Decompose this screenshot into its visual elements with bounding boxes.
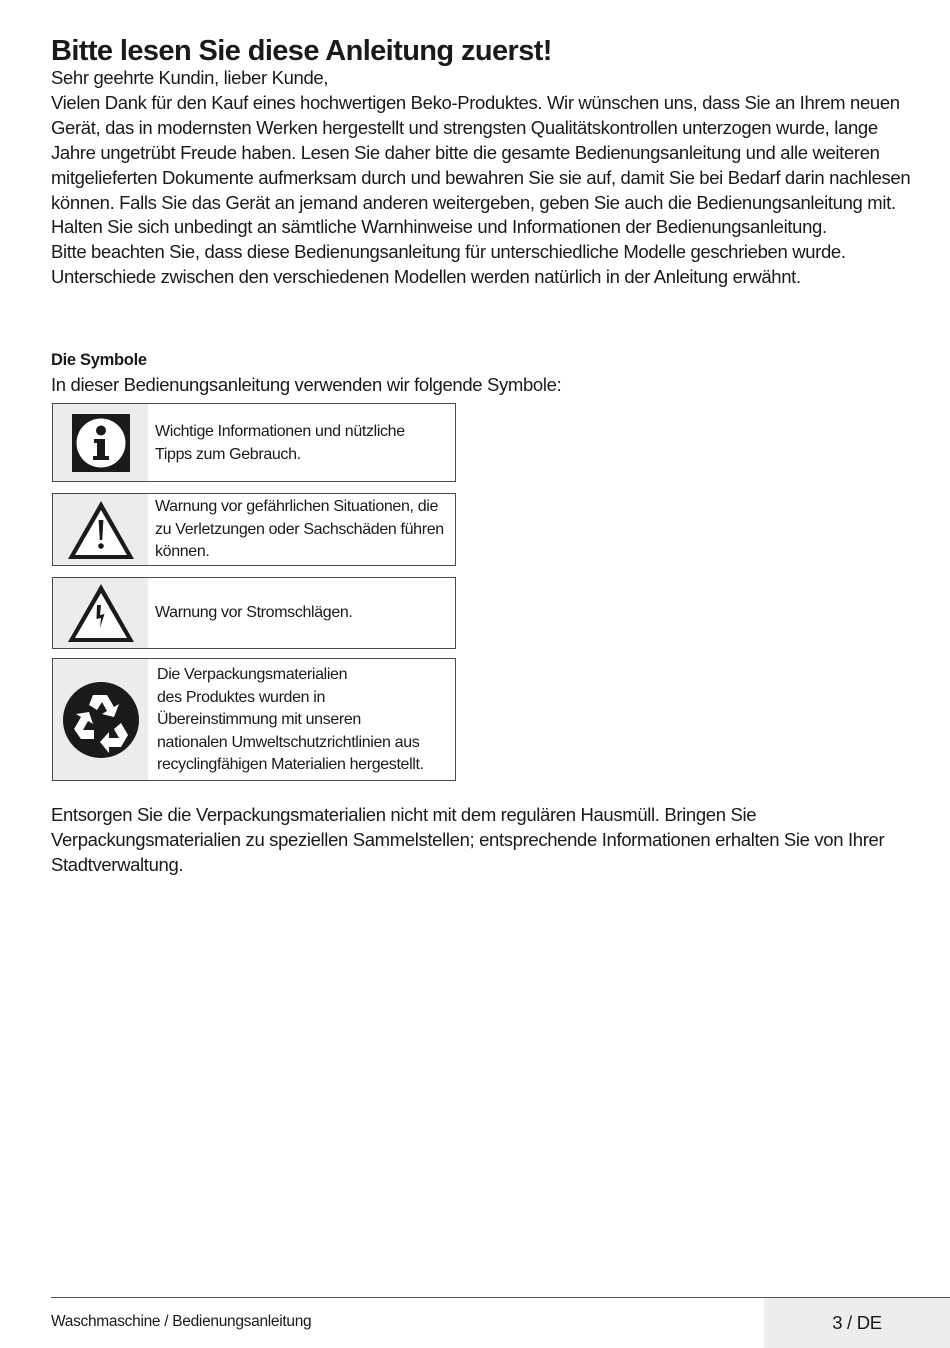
- info-icon: [72, 414, 130, 472]
- warning-triangle-icon: [66, 499, 136, 561]
- page-title: Bitte lesen Sie diese Anleitung zuerst!: [51, 35, 552, 67]
- symbol-text-electric: Warnung vor Stromschlägen.: [155, 604, 353, 621]
- footer-document-title: Waschmaschine / Bedienungsanleitung: [51, 1313, 312, 1330]
- symbol-box-warning: [52, 493, 456, 566]
- symbol-box-electric: [52, 577, 456, 649]
- symbols-lead: In dieser Bedienungsanleitung verwenden wir folgende Symbole:: [51, 374, 562, 395]
- electric-shock-icon: [66, 582, 136, 644]
- greeting: Sehr geehrte Kundin, lieber Kunde,: [51, 67, 329, 88]
- symbols-heading: Die Symbole: [51, 351, 147, 369]
- symbol-text-info: Wichtige Informationen und nützliche Tipps zum Gebrauch.: [155, 423, 405, 463]
- models-note-paragraph: Bitte beachten Sie, dass diese Bedienungsanleitung für unterschiedliche Modelle geschrieben wurde. Unterschiede zwischen den verschiedenen Modellen werden natürlich in der Anleitung erwähnt.: [51, 241, 846, 288]
- symbol-box-recycling: [52, 658, 456, 781]
- disposal-paragraph: Entsorgen Sie die Verpackungsmaterialien nicht mit dem regulären Hausmüll. Bringen Sie Verpackungsmaterialien zu speziellen Sammelstellen; entsprechende Informationen erhalten Sie von Ihrer Stadtverwaltung.: [51, 804, 885, 875]
- footer-page-number: 3 / DE: [764, 1298, 950, 1348]
- symbol-text-recycling: Die Verpackungsmaterialien des Produktes wurden in Übereinstimmung mit unseren nationalen Umweltschutzrichtlinien aus recyclingfähigen Materialien hergestellt.: [157, 666, 424, 773]
- symbol-box-info: [52, 403, 456, 482]
- symbol-text-warning: Warnung vor gefährlichen Situationen, die zu Verletzungen oder Sachschäden führen können.: [155, 498, 444, 560]
- intro-paragraph: Vielen Dank für den Kauf eines hochwertigen Beko-Produktes. Wir wünschen uns, dass Sie an Ihrem neuen Gerät, das in modernsten Werken hergestellt und strengsten Qualitätskontrollen unterzogen wurde, lange Jahre ungetrübt Freude haben. Lesen Sie daher bitte die gesamte Bedienungsanleitung und alle weiteren mitgelieferten Dokumente aufmerksam durch und bewahren Sie sie auf, damit Sie bei Bedarf darin nachlesen können. Falls Sie das Gerät an jemand anderen weitergeben, geben Sie auch die Bedienungsanleitung mit. Halten Sie sich unbedingt an sämtliche Warnhinweise und Informationen der Bedienungsanleitung.: [51, 91, 911, 238]
- intro-section: [51, 66, 911, 290]
- recycling-icon: [62, 681, 140, 759]
